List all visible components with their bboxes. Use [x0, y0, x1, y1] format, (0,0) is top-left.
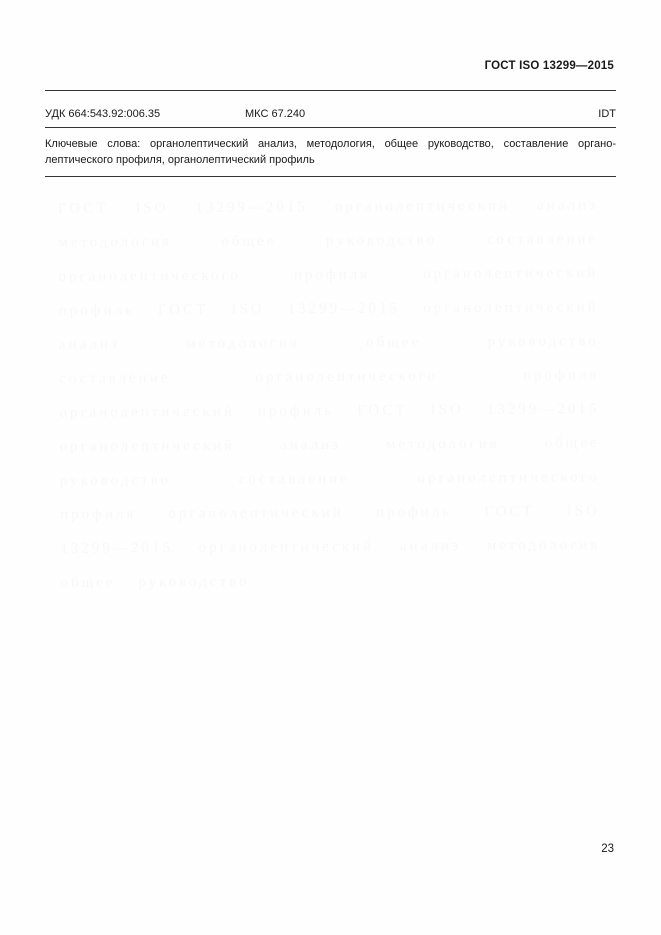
page-number: 23 — [601, 843, 614, 855]
metadata-row — [45, 108, 616, 122]
background-watermark: ГОСТ ISO 13299—2015 органолептический анализ методология общее руководство составление органолептического профиля органолептический профиль ГОСТ ISO 13299—2015 органолептический анализ методология общее руководство составление органолептического профиля органолептический профиль ГОСТ ISO 13299—2015 органолептический анализ методология общее руководство составление органолептического профиля органолептический профиль ГОСТ ISO 13299—2015 органолептический анализ методология общее руководство — [57, 197, 601, 591]
idt-label: IDT — [598, 108, 616, 120]
keywords-divider-bottom — [45, 176, 616, 177]
keywords-paragraph: Ключевые слова: органолептический анализ, методология, общее руководство, составление органо-лептического профиля, органолептический профиль — [45, 138, 616, 166]
header-divider-top — [45, 90, 616, 91]
document-header-title: ГОСТ ISO 13299—2015 — [484, 60, 614, 72]
mks-code: МКС 67.240 — [245, 108, 306, 120]
udk-code: УДК 664:543.92:006.35 — [45, 108, 161, 120]
metadata-divider — [45, 127, 616, 128]
